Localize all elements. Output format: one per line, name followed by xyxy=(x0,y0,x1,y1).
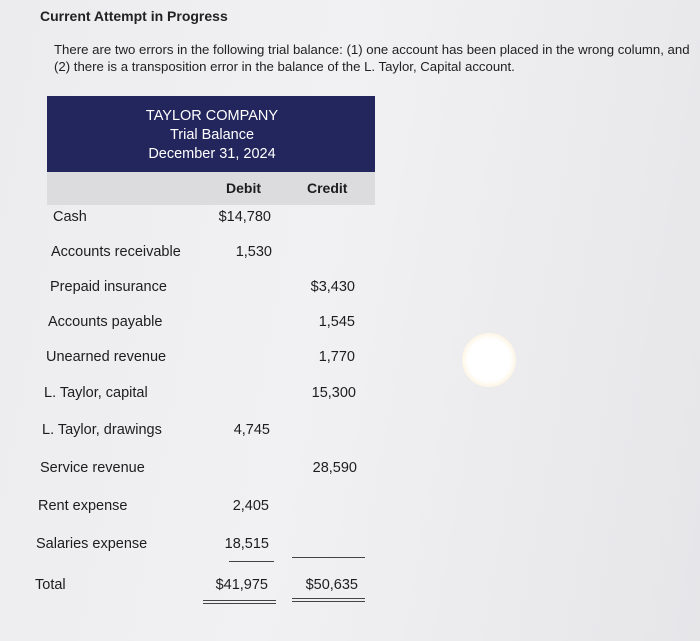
debit-subtotal-rule xyxy=(229,561,274,562)
company-name: TAYLOR COMPANY xyxy=(145,108,279,124)
table-row xyxy=(0,314,700,334)
account-name: Service revenue xyxy=(40,460,145,476)
credit-total-double-rule xyxy=(292,601,365,602)
debit-amount: 1,530 xyxy=(235,244,272,260)
table-row xyxy=(0,385,700,405)
statement-title: Trial Balance xyxy=(169,127,255,143)
table-row xyxy=(0,349,700,369)
credit-subtotal-rule xyxy=(292,557,365,558)
table-row xyxy=(0,209,700,229)
debit-total: $41,975 xyxy=(215,577,268,593)
page-heading: Current Attempt in Progress xyxy=(40,8,228,24)
total-label: Total xyxy=(35,577,66,593)
credit-amount: 28,590 xyxy=(312,460,357,476)
table-row xyxy=(0,422,700,442)
account-name: Accounts payable xyxy=(48,314,163,330)
account-name: L. Taylor, drawings xyxy=(42,422,162,438)
credit-amount: 1,545 xyxy=(318,314,355,330)
account-name: Salaries expense xyxy=(36,536,148,552)
credit-amount: 15,300 xyxy=(311,385,356,401)
statement-date: December 31, 2024 xyxy=(148,146,276,162)
table-row xyxy=(0,460,700,480)
account-name: Rent expense xyxy=(38,498,128,514)
debit-column-header: Debit xyxy=(226,180,261,196)
total-row xyxy=(0,577,700,597)
trial-balance-header xyxy=(47,96,375,172)
credit-amount: 1,770 xyxy=(318,349,355,365)
column-header-row xyxy=(47,172,375,205)
debit-amount: $14,780 xyxy=(218,209,271,225)
table-row xyxy=(0,244,700,264)
account-name: Prepaid insurance xyxy=(50,279,167,295)
credit-column-header: Credit xyxy=(307,180,348,196)
account-name: Unearned revenue xyxy=(46,349,167,365)
debit-amount: 4,745 xyxy=(233,422,270,438)
credit-amount: $3,430 xyxy=(310,279,355,295)
table-row xyxy=(0,536,700,556)
light-glare xyxy=(462,333,516,387)
debit-total-double-rule xyxy=(203,600,276,601)
debit-amount: 2,405 xyxy=(232,498,269,514)
debit-total-double-rule xyxy=(203,603,276,604)
credit-total-double-rule xyxy=(292,598,365,599)
table-row xyxy=(0,498,700,518)
account-name: Cash xyxy=(53,209,87,225)
account-name: Accounts receivable xyxy=(51,244,181,260)
account-name: L. Taylor, capital xyxy=(44,385,148,401)
credit-total: $50,635 xyxy=(305,577,358,593)
problem-intro: There are two errors in the following trial balance: (1) one account has been placed in the wrong column, and (2) there is a transposition error in the balance of the L. Taylor, Capital account. xyxy=(54,42,690,74)
debit-amount: 18,515 xyxy=(224,536,269,552)
table-row xyxy=(0,279,700,299)
